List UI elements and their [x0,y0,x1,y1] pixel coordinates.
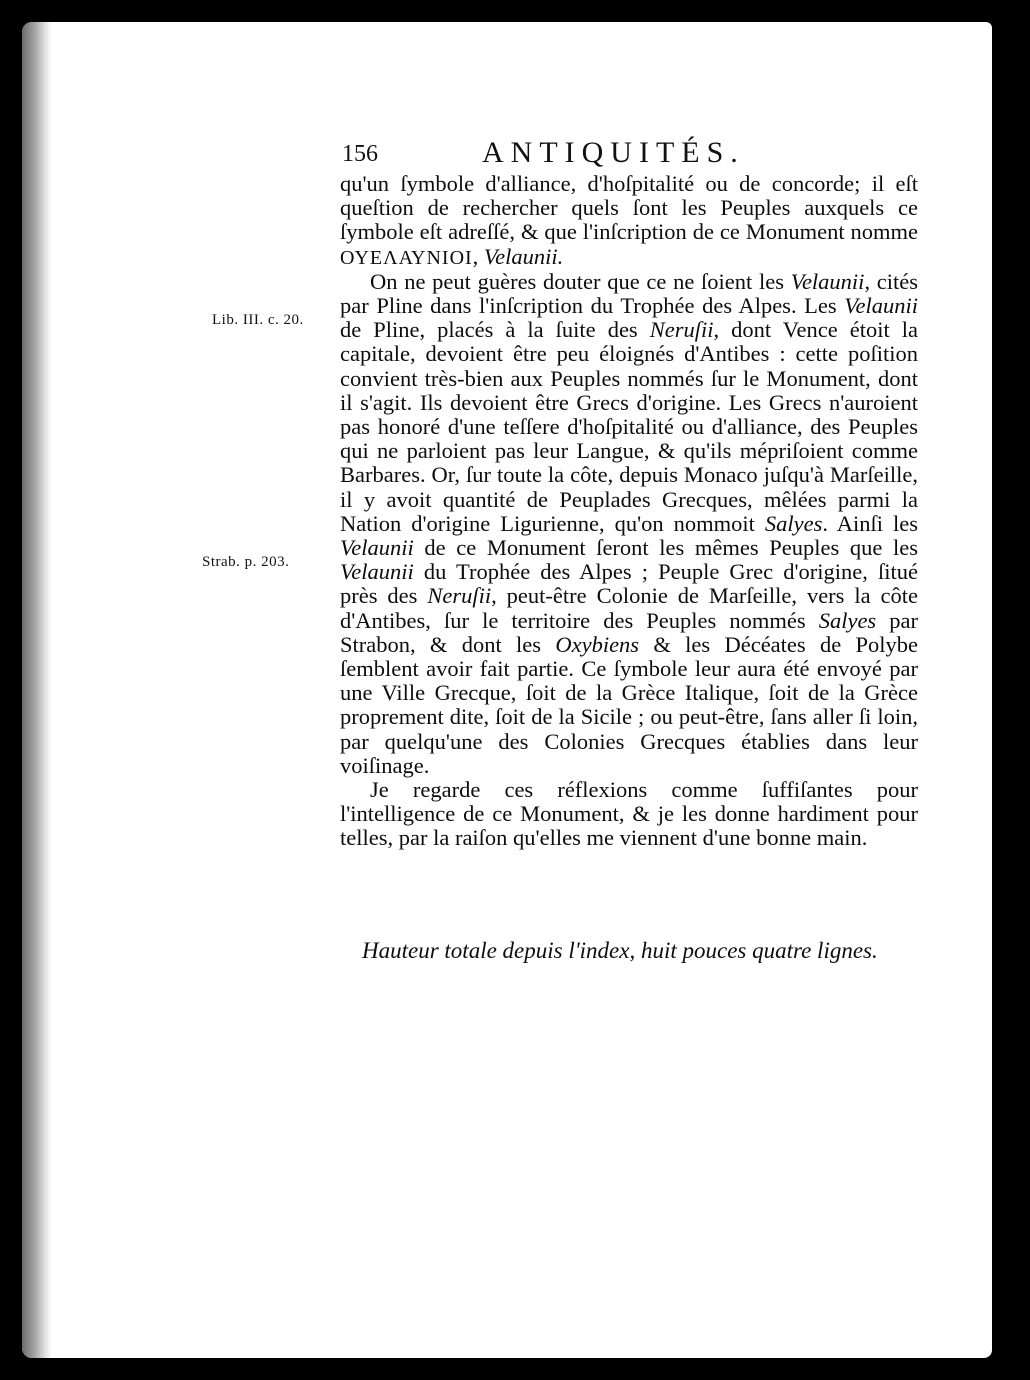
italic-term: Velaunii. [483,243,564,269]
italic-term: Velaunii [790,268,865,294]
paragraph-2-text: de Pline, placés à la ſuite des [340,317,650,343]
paragraph-2-text: & les Décéates de Polybe ſemblent avoir fait partie. Ce ſymbole leur aura été envoyé par une Ville Grecque, ſoit de la Grèce Italique, ſoit de la Grèce proprement dite, ſoit de la Sicile ; ou peut-être, ſans aller ſi loin, par quelqu'une des Colonies Grecques établies dans leur voiſinage. [340,631,919,778]
paragraph-2 [340,270,918,778]
italic-term: Neruſii [649,317,714,343]
paragraph-2-text: , peut-être Colonie de Marſeille, vers la côte d'Antibes, ſur le territoire des Peuples nommés [340,583,919,633]
paragraph-1-sep: , [472,243,484,269]
margin-note-strabo: Strab. p. 203. [202,554,290,570]
body-text [340,172,918,851]
italic-term: Velaunii [844,293,918,319]
paragraph-1-text: qu'un ſymbole d'alliance, d'hoſpitalité ou de concorde; il eſt queſtion de rechercher quels ſont les Peuples auxquels ce ſymbole eſt adreſſé, & que l'inſcription de ce Monument nomme [340,171,918,245]
paragraph-2-text: de ce Monument ſeront les mêmes Peuples que les [413,535,918,561]
italic-term: Salyes [764,510,823,536]
italic-term: Neruſii [427,583,492,609]
italic-term: Velaunii [340,559,414,585]
page-binding-shadow [22,22,52,1358]
paragraph-2-text: , cités par Pline dans l'inſcription du Trophée des Alpes. Les [340,268,919,319]
page-header [342,133,767,173]
page-number: 156 [342,141,378,167]
paragraph-3: Je regarde ces réflexions comme ſuffiſantes pour l'intelligence de ce Monument, & je les donne hardiment pour telles, par la raiſon qu'elles me viennent d'une bonne main. [340,777,918,851]
book-page [22,22,992,1358]
running-title: ANTIQUITÉS. [482,136,745,169]
closing-measurement-line: Hauteur totale depuis l'index, huit pouces quatre lignes. [362,938,878,963]
paragraph-2-text: , dont Vence étoit la capitale, devoient être peu éloignés d'Antibes : cette poſition convient très-bien aux Peuples nommés ſur le Monument, dont il s'agit. Ils devoient être Grecs d'origine. Les Grecs n'auroient pas honoré d'une teſſere d'hoſpitalité ou d'alliance, des Peuples qui ne parloient pas leur Langue, & qu'ils mépriſoient comme Barbares. Or, ſur toute la côte, depuis Monaco juſqu'à Marſeille, il y avoit quantité de Peuplades Grecques, mêlées parmi la Nation d'origine Ligurienne, qu'on nommoit [340,317,918,536]
paragraph-2-text: du Trophée des Alpes ; Peuple Grec d'origine, ſitué près des [340,559,918,609]
paragraph-2-text: On ne peut guères douter que ce ne ſoient les [370,268,791,294]
paragraph-2-text: par Strabon, & dont les [340,607,919,657]
paragraph-2-text: . Ainſi les [822,510,918,536]
italic-term: Salyes [818,607,877,633]
italic-term: Oxybiens [555,631,640,657]
greek-inscription: ΟΥΕΛΑΥΝΙΟΙ [340,246,473,269]
margin-note-pliny: Lib. III. c. 20. [212,312,304,328]
paragraph-1 [340,172,918,270]
italic-term: Velaunii [340,535,414,561]
